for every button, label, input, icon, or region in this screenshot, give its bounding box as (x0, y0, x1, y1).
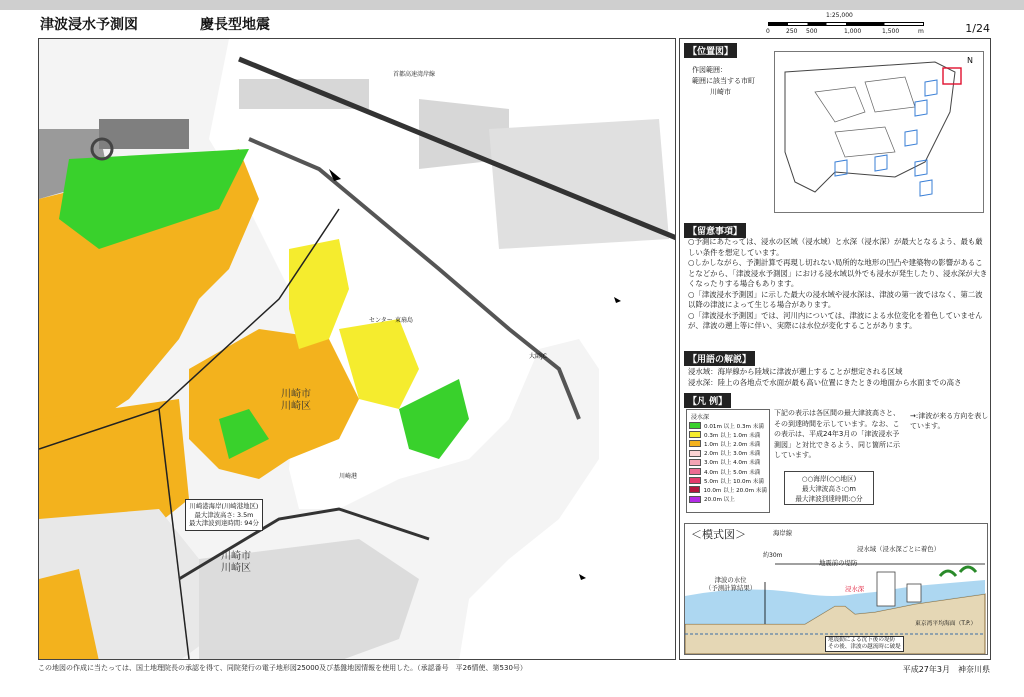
schematic-label: 浸水深 (845, 585, 865, 593)
dike-note-line: その後、津波の越流時に破堤 (828, 644, 901, 650)
term-item: 浸水域：海岸線から陸域に津波が遡上することが想定される区域 (688, 367, 903, 376)
legend-row (689, 421, 767, 430)
road-label: センター (369, 317, 393, 324)
legend-swatch (689, 496, 701, 503)
reclaimed-island (489, 119, 669, 249)
scale-graphic (768, 22, 924, 26)
ward-label-city: 川崎市 (281, 389, 311, 400)
legend-swatch (689, 477, 701, 484)
callout-time: 最大津波到達時間: 94分 (189, 519, 259, 527)
scale-tick: 1,000 (844, 28, 862, 35)
callout-height: 最大津波高さ: 3.5m (194, 510, 254, 519)
notes-list (688, 237, 988, 332)
legend-swatch (689, 431, 701, 438)
legend-sample-callout (784, 471, 874, 505)
sample-line: 最大津波到達時間:○分 (795, 495, 863, 503)
legend-swatch (689, 459, 701, 466)
legend-swatch (689, 440, 701, 447)
legend-rows (689, 421, 767, 504)
legend-row (689, 495, 767, 504)
footer-credit: 平成27年3月 神奈川県 (902, 665, 990, 674)
note-item: ○「津波浸水予測図」に示した最大の浸水域や浸水深は、津波の第一波ではなく、第二波以降の津波によって生じる場合があります。 (688, 289, 983, 309)
top-bar (0, 0, 1024, 10)
notes-heading: 【留意事項】 (684, 223, 746, 238)
legend-row (689, 485, 767, 494)
ward-label-city: 川崎市 (221, 551, 251, 562)
dike-note-line: 地震動による沈下後の堤防 (828, 637, 896, 643)
schematic-title: ＜模式図＞ (691, 528, 746, 541)
scale-tick: 250 (786, 28, 798, 35)
page-number: 1/24 (965, 22, 990, 35)
scope-block (692, 65, 755, 98)
map-subtitle: 慶長型地震 (200, 17, 270, 33)
legend-swatch (689, 486, 700, 493)
legend-description: 下記の表示は各区間の最大津波高さと、その到達時間を示しています。なお、この表示は、平成24年3月の「津波浸水予測図」と対比できるよう、同じ箇所に示しています。 (774, 409, 900, 459)
scale-bar (768, 12, 924, 38)
ward-label (221, 551, 251, 575)
legend-row (689, 430, 767, 439)
road-label: 東扇島 (395, 317, 414, 324)
legend-label: 4.0m 以上 5.0m 未満 (704, 469, 761, 476)
inundation-map[interactable] (38, 38, 676, 660)
map-title: 津波浸水予測図 (40, 17, 138, 33)
ward-label (281, 389, 311, 413)
legend-label: 10.0m 以上 20.0m 未満 (703, 487, 767, 494)
legend-box (686, 409, 770, 513)
footer-note: この地図の作成に当たっては、国土地理院長の承認を得て、同院発行の電子地形図25000及び基盤地図情報を使用した。（承認番号 平26情使、第530号） (38, 664, 527, 672)
tsunami-callout (185, 499, 263, 531)
road-label: 大師JC (529, 353, 547, 360)
legend-heading: 【凡 例】 (684, 393, 731, 408)
legend-row (689, 458, 767, 467)
note-item: ○予測にあたっては、浸水の区域（浸水域）と水深（浸水深）が最大となるよう、最も厳しい条件を想定しています。 (688, 237, 983, 257)
sample-line: ○○海岸(○○地区) (801, 475, 857, 483)
note-item: ○「津波浸水予測図」では、河川内については、津波による水位変化を着色していませんが、津波の遡上等に伴い、実際には水位が変化することがあります。 (688, 310, 983, 330)
legend-row (689, 449, 767, 458)
schematic-diagram (684, 523, 988, 655)
scale-tick: 500 (806, 28, 818, 35)
schematic-label (705, 576, 756, 592)
terms-list (688, 367, 988, 388)
schematic-label: 海岸線 (773, 529, 793, 537)
schematic-label: 地震前の堤防 (819, 559, 858, 567)
schematic-label: 東京湾平均海面（T.P.） (915, 621, 977, 627)
legend-swatch (689, 450, 701, 457)
legend-swatch (689, 422, 701, 429)
map-canvas (39, 39, 676, 660)
scale-ratio: 1:25,000 (826, 12, 853, 19)
legend-label: 2.0m 以上 3.0m 未満 (704, 451, 761, 458)
scale-unit: m (918, 28, 924, 35)
note-item: ○しかしながら、予測計算で再現し切れない局所的な地形の凹凸や建築物の影響があることなどから、「津波浸水予測図」における浸水域以外でも浸水が発生したり、浸水深が大きくなったりする場合もあります。 (688, 258, 988, 288)
schematic-label: 約30m (763, 552, 783, 559)
ward-label-ward: 川崎区 (221, 563, 251, 574)
legend-row (689, 439, 767, 448)
legend-label: 1.0m 以上 2.0m 未満 (704, 441, 761, 448)
position-map (774, 51, 984, 213)
scope-line: 範囲に該当する市町 (692, 77, 755, 85)
term-item: 浸水深：陸上の各地点で水面が最も高い位置にきたときの地面から水面までの高さ (688, 377, 962, 387)
sample-line: 最大津波高さ:○m (802, 485, 856, 493)
tsunami-level-label: 津波の水位 (714, 576, 747, 584)
legend-label: 5.0m 以上 10.0m 未満 (704, 478, 764, 485)
legend-label: 0.3m 以上 1.0m 未満 (704, 432, 761, 439)
scope-city: 川崎市 (710, 88, 731, 96)
legend-label: 3.0m 以上 4.0m 未満 (704, 460, 761, 467)
prefecture-outline (775, 52, 983, 212)
legend-title: 浸水深 (691, 414, 710, 421)
legend-swatch (689, 468, 701, 475)
position-heading: 【位置図】 (684, 43, 737, 58)
terms-heading: 【用語の解説】 (684, 351, 755, 366)
schematic-label: 浸水域（浸水深ごとに着色） (857, 545, 941, 553)
legend-label: 0.01m 以上 0.3m 未満 (704, 423, 764, 430)
arrow-description: →:津波が来る方向を表しています。 (910, 412, 989, 430)
callout-location: 川崎港海岸(川崎港地区) (189, 502, 259, 510)
side-panel (679, 38, 991, 660)
scale-tick: 1,500 (882, 28, 900, 35)
tsunami-level-sublabel: （予測計算結果） (705, 584, 757, 592)
legend-label: 20.0m 以上 (704, 497, 735, 504)
north-arrow-icon: N (967, 56, 973, 65)
ward-label-ward: 川崎区 (281, 401, 311, 412)
scope-line: 作図範囲： (692, 66, 727, 74)
scale-tick: 0 (766, 28, 770, 35)
legend-row (689, 467, 767, 476)
legend-row (689, 476, 767, 485)
road-label: 川崎港 (339, 473, 358, 480)
dike-note (825, 636, 904, 652)
road-label: 首都高速湾岸線 (393, 71, 436, 78)
